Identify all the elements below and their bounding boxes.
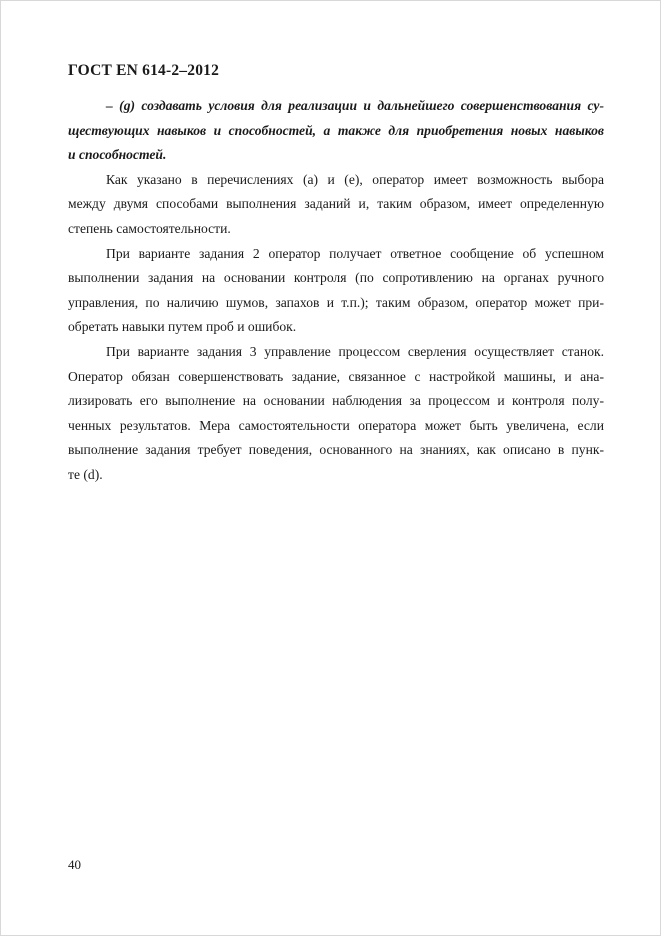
paragraph-line: Как указано в перечислениях (а) и (е), оператор имеет возможность выбора	[106, 171, 604, 187]
page-number: 40	[68, 857, 81, 872]
document-body	[68, 94, 604, 488]
paragraph-1	[68, 168, 604, 242]
paragraph-line: Оператор обязан совершенствовать задание, связанное с настройкой машины, и ана-	[68, 368, 604, 384]
item-g-line: и способностей.	[68, 147, 167, 163]
paragraph-line: обретать навыки путем проб и ошибок.	[68, 319, 297, 335]
paragraph-line: степень самостоятельности.	[68, 220, 231, 236]
paragraph-line: лизировать его выполнение на основании наблюдения за процессом и контроля полу-	[68, 393, 604, 409]
paragraph-line: те (d).	[68, 466, 103, 482]
paragraph-line: между двумя способами выполнения заданий и, таким образом, имеет определенную	[68, 196, 604, 212]
document-header: ГОСТ EN 614-2–2012	[68, 62, 220, 79]
paragraph-line: При варианте задания 3 управление процессом сверления осуществляет станок.	[106, 343, 604, 359]
paragraph-3	[68, 340, 604, 488]
paragraph-2	[68, 242, 604, 340]
paragraph-line: выполнении задания на основании контроля (по сопротивлению на органах ручного	[68, 270, 604, 286]
paragraph-line: выполнение задания требует поведения, основанного на знаниях, как описано в пунк-	[68, 442, 604, 458]
item-g-line: ществующих навыков и способностей, а также для приобретения новых навыков	[68, 122, 604, 138]
item-g	[68, 94, 604, 168]
paragraph-line: ченных результатов. Мера самостоятельности оператора может быть увеличена, если	[68, 417, 604, 433]
paragraph-line: управления, по наличию шумов, запахов и т.п.); таким образом, оператор может при-	[68, 294, 604, 310]
paragraph-line: При варианте задания 2 оператор получает ответное сообщение об успешном	[106, 245, 604, 261]
item-g-line: – (g) создавать условия для реализации и дальнейшего совершенствования су-	[106, 98, 604, 113]
